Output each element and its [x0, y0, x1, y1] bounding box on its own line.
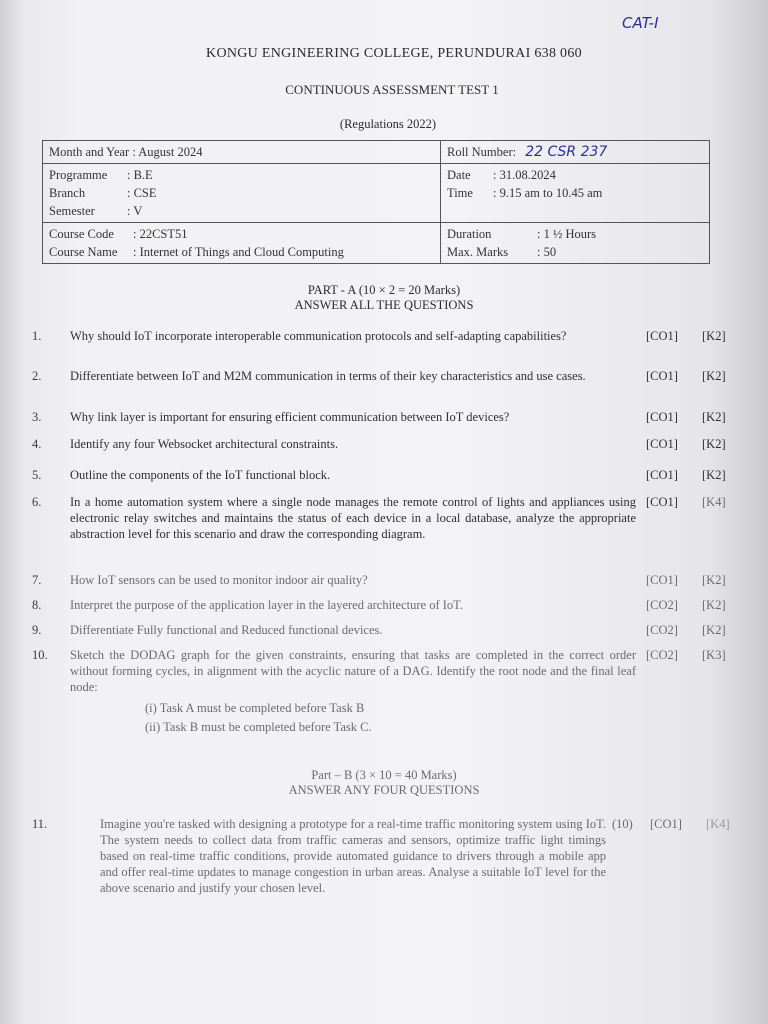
question-text: Imagine you're tasked with designing a prototype for a real-time traffic monitoring system using IoT. The system needs to collect data from traffic cameras and sensors, optimize traffic light timings based on real-time traffic conditions, provide automated guidance to drivers through a mobile app and offer real-time updates to manage congestion in urban areas. Analyse a suitable IoT level for the above scenario and justify your chosen level.	[100, 817, 606, 895]
question-text: In a home automation system where a single node manages the remote control of lights and appliances using electronic relay switches and maintains the status of each device in a local database, analyze the appropriate abstraction level for this scenario and draw the corresponding diagram.	[70, 495, 636, 541]
course-outcome: [CO2]	[646, 648, 678, 662]
regulations: (Regulations 2022)	[339, 117, 437, 131]
question-number: 2.	[32, 369, 42, 383]
programme-label: Programme	[49, 168, 108, 182]
college-name: KONGU ENGINEERING COLLEGE, PERUNDURAI 638 060	[206, 46, 582, 61]
date-time-cell	[441, 164, 710, 223]
date-label: Date	[447, 168, 471, 182]
question-text: How IoT sensors can be used to monitor indoor air quality?	[70, 573, 368, 587]
duration-value: : 1 ½ Hours	[537, 227, 597, 241]
question-number: 9.	[32, 623, 42, 637]
knowledge-level: [K2]	[702, 410, 726, 424]
question-number: 5.	[32, 468, 42, 482]
date-value: : 31.08.2024	[493, 168, 556, 182]
time-label: Time	[447, 186, 473, 200]
question-number: 4.	[32, 437, 42, 451]
question-text: Interpret the purpose of the application layer in the layered architecture of IoT.	[70, 598, 463, 612]
course-outcome: [CO1]	[646, 468, 678, 482]
knowledge-level: [K2]	[702, 437, 726, 451]
q10-subpoint-2: (ii) Task B must be completed before Task C.	[145, 720, 372, 734]
question-number: 7.	[32, 573, 42, 587]
q10-subpoint-1: (i) Task A must be completed before Task B	[145, 701, 365, 715]
knowledge-level: [K2]	[702, 329, 726, 343]
max-marks-label: Max. Marks	[447, 245, 509, 259]
course-cell	[43, 223, 441, 264]
course-code-label: Course Code	[49, 227, 114, 241]
course-outcome: [CO2]	[646, 598, 678, 612]
course-outcome: [CO1]	[646, 437, 678, 451]
knowledge-level: [K4]	[706, 817, 730, 831]
knowledge-level: [K2]	[702, 369, 726, 383]
max-marks-value: : 50	[537, 245, 557, 259]
duration-label: Duration	[447, 227, 492, 241]
question-text: Why should IoT incorporate interoperable communication protocols and self-adapting capabilities?	[70, 329, 567, 343]
branch-label: Branch	[49, 186, 86, 200]
knowledge-level: [K4]	[702, 495, 726, 509]
course-outcome: [CO1]	[650, 817, 682, 831]
duration-marks-cell	[441, 223, 710, 264]
course-name-value: : Internet of Things and Cloud Computing	[133, 245, 344, 259]
roll-number-value: 22 CSR 237	[525, 144, 608, 160]
time-value: : 9.15 am to 10.45 am	[493, 186, 603, 200]
course-outcome: [CO1]	[646, 495, 678, 509]
course-outcome: [CO1]	[646, 410, 678, 424]
branch-value: : CSE	[127, 186, 157, 200]
question-text: Sketch the DODAG graph for the given constraints, ensuring that tasks are completed in the correct order without forming cycles, in alignment with the acyclic nature of a DAG. Identify the root node and the final leaf node:	[70, 648, 636, 694]
knowledge-level: [K2]	[702, 623, 726, 637]
part-a-instruction: ANSWER ALL THE QUESTIONS	[294, 298, 474, 312]
semester-value: : V	[127, 204, 143, 218]
question-number: 11.	[32, 817, 48, 831]
part-b-instruction: ANSWER ANY FOUR QUESTIONS	[288, 783, 480, 797]
part-b-title: Part – B (3 × 10 = 40 Marks)	[311, 768, 457, 782]
course-outcome: [CO2]	[646, 623, 678, 637]
question-text: Why link layer is important for ensuring efficient communication between IoT devices?	[70, 410, 510, 424]
programme-cell	[43, 164, 441, 223]
question-number: 10.	[32, 648, 48, 662]
question-number: 3.	[32, 410, 42, 424]
handwritten-cat-label: CAT-I	[622, 14, 659, 32]
knowledge-level: [K2]	[702, 598, 726, 612]
knowledge-level: [K2]	[702, 468, 726, 482]
course-name-label: Course Name	[49, 245, 118, 259]
question-text: Identify any four Websocket architectural constraints.	[70, 437, 339, 451]
exam-info-table	[42, 140, 710, 264]
roll-number-label: Roll Number:	[447, 145, 517, 159]
question-text: Outline the components of the IoT functional block.	[70, 468, 331, 482]
knowledge-level: [K2]	[702, 573, 726, 587]
course-outcome: [CO1]	[646, 573, 678, 587]
part-a-title: PART - A (10 × 2 = 20 Marks)	[307, 283, 461, 297]
question-text: Differentiate between IoT and M2M communication in terms of their key characteristics and use cases.	[70, 369, 586, 383]
month-year: Month and Year : August 2024	[49, 145, 203, 159]
marks: (10)	[612, 817, 633, 831]
course-outcome: [CO1]	[646, 369, 678, 383]
course-outcome: [CO1]	[646, 329, 678, 343]
course-code-value: : 22CST51	[133, 227, 188, 241]
knowledge-level: [K3]	[702, 648, 726, 662]
question-number: 8.	[32, 598, 42, 612]
semester-label: Semester	[49, 204, 95, 218]
question-number: 1.	[32, 329, 42, 343]
test-title: CONTINUOUS ASSESSMENT TEST 1	[285, 82, 499, 97]
question-text: Differentiate Fully functional and Reduced functional devices.	[70, 623, 383, 637]
month-year-cell	[43, 141, 441, 164]
programme-value: : B.E	[127, 168, 153, 182]
roll-number-cell	[441, 141, 710, 164]
question-number: 6.	[32, 495, 42, 509]
